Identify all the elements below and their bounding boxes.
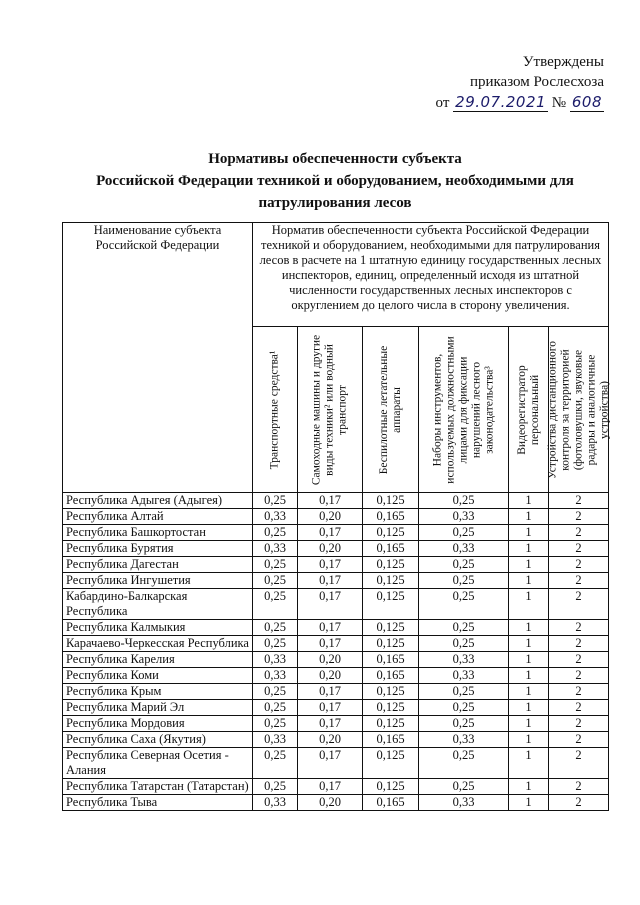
subject-name-cell: Республика Саха (Якутия) bbox=[63, 732, 253, 748]
subject-name-cell: Республика Башкортостан bbox=[63, 525, 253, 541]
value-cell: 0,25 bbox=[419, 700, 509, 716]
value-cell: 1 bbox=[509, 716, 549, 732]
table-row bbox=[63, 525, 609, 541]
norms-table bbox=[62, 222, 609, 811]
value-cell: 2 bbox=[549, 684, 609, 700]
subject-name-cell: Республика Татарстан (Татарстан) bbox=[63, 779, 253, 795]
subject-name-cell: Карачаево-Черкесская Республика bbox=[63, 636, 253, 652]
value-cell: 0,25 bbox=[253, 573, 298, 589]
column-header-remote-devices: Устройства дистанционного контроля за территорией (фотоловушки, звуковые радары и аналогичные устройства) bbox=[549, 327, 609, 493]
value-cell: 0,125 bbox=[363, 716, 419, 732]
table-row bbox=[63, 493, 609, 509]
value-cell: 0,165 bbox=[363, 509, 419, 525]
subject-name-cell: Республика Бурятия bbox=[63, 541, 253, 557]
value-cell: 1 bbox=[509, 684, 549, 700]
value-cell: 1 bbox=[509, 700, 549, 716]
date-prefix: от bbox=[435, 95, 450, 111]
title-line-1: Нормативы обеспеченности субъекта bbox=[208, 151, 462, 167]
value-cell: 0,25 bbox=[419, 748, 509, 779]
title-line-2: Российской Федерации техникой и оборудованием, необходимыми для bbox=[96, 173, 574, 189]
table-row bbox=[63, 541, 609, 557]
table-row bbox=[63, 668, 609, 684]
value-cell: 0,25 bbox=[253, 557, 298, 573]
column-header-drones: Беспилотные летательные аппараты bbox=[363, 327, 419, 493]
value-cell: 0,25 bbox=[253, 589, 298, 620]
value-cell: 2 bbox=[549, 700, 609, 716]
table-row bbox=[63, 748, 609, 779]
value-cell: 0,17 bbox=[298, 636, 363, 652]
value-cell: 0,25 bbox=[419, 620, 509, 636]
value-cell: 0,17 bbox=[298, 716, 363, 732]
subject-name-cell: Республика Адыгея (Адыгея) bbox=[63, 493, 253, 509]
table-row bbox=[63, 732, 609, 748]
value-cell: 0,25 bbox=[419, 636, 509, 652]
subject-name-cell: Кабардино-Балкарская Республика bbox=[63, 589, 253, 620]
subject-name-cell: Республика Коми bbox=[63, 668, 253, 684]
value-cell: 0,125 bbox=[363, 779, 419, 795]
value-cell: 0,25 bbox=[419, 589, 509, 620]
value-cell: 2 bbox=[549, 557, 609, 573]
value-cell: 2 bbox=[549, 493, 609, 509]
value-cell: 0,17 bbox=[298, 573, 363, 589]
value-cell: 1 bbox=[509, 525, 549, 541]
subject-name-cell: Республика Алтай bbox=[63, 509, 253, 525]
value-cell: 0,17 bbox=[298, 748, 363, 779]
approval-line-2: приказом Рослесхоза bbox=[469, 74, 604, 90]
value-cell: 0,33 bbox=[253, 541, 298, 557]
value-cell: 0,25 bbox=[419, 684, 509, 700]
value-cell: 0,25 bbox=[419, 525, 509, 541]
value-cell: 0,25 bbox=[419, 779, 509, 795]
value-cell: 0,17 bbox=[298, 700, 363, 716]
document-title bbox=[40, 148, 630, 214]
title-line-3: патрулирования лесов bbox=[258, 195, 412, 211]
value-cell: 0,33 bbox=[419, 732, 509, 748]
value-cell: 1 bbox=[509, 636, 549, 652]
value-cell: 0,33 bbox=[419, 652, 509, 668]
value-cell: 1 bbox=[509, 541, 549, 557]
value-cell: 1 bbox=[509, 748, 549, 779]
value-cell: 0,165 bbox=[363, 668, 419, 684]
value-cell: 0,25 bbox=[253, 700, 298, 716]
value-cell: 0,33 bbox=[253, 732, 298, 748]
number-prefix: № bbox=[551, 95, 567, 111]
value-cell: 0,25 bbox=[253, 748, 298, 779]
value-cell: 0,125 bbox=[363, 700, 419, 716]
value-cell: 2 bbox=[549, 636, 609, 652]
value-cell: 0,165 bbox=[363, 652, 419, 668]
value-cell: 0,17 bbox=[298, 779, 363, 795]
table-row bbox=[63, 557, 609, 573]
subject-name-cell: Республика Тыва bbox=[63, 795, 253, 811]
value-cell: 0,125 bbox=[363, 636, 419, 652]
value-cell: 2 bbox=[549, 620, 609, 636]
value-cell: 1 bbox=[509, 652, 549, 668]
column-header-transport: Транспортные средства¹ bbox=[253, 327, 298, 493]
value-cell: 0,33 bbox=[253, 668, 298, 684]
value-cell: 0,17 bbox=[298, 589, 363, 620]
approval-block bbox=[394, 52, 604, 113]
value-cell: 2 bbox=[549, 509, 609, 525]
table-row bbox=[63, 589, 609, 620]
value-cell: 0,125 bbox=[363, 589, 419, 620]
value-cell: 1 bbox=[509, 779, 549, 795]
subject-name-cell: Республика Ингушетия bbox=[63, 573, 253, 589]
value-cell: 0,20 bbox=[298, 668, 363, 684]
value-cell: 0,25 bbox=[253, 636, 298, 652]
table-row bbox=[63, 779, 609, 795]
value-cell: 0,20 bbox=[298, 795, 363, 811]
value-cell: 0,33 bbox=[419, 668, 509, 684]
approval-line-1: Утверждены bbox=[522, 54, 604, 70]
value-cell: 1 bbox=[509, 509, 549, 525]
value-cell: 0,25 bbox=[253, 525, 298, 541]
value-cell: 1 bbox=[509, 795, 549, 811]
subject-name-cell: Республика Крым bbox=[63, 684, 253, 700]
subject-name-cell: Республика Марий Эл bbox=[63, 700, 253, 716]
value-cell: 2 bbox=[549, 525, 609, 541]
value-cell: 2 bbox=[549, 652, 609, 668]
value-cell: 0,17 bbox=[298, 493, 363, 509]
value-cell: 0,25 bbox=[253, 779, 298, 795]
table-row bbox=[63, 700, 609, 716]
value-cell: 1 bbox=[509, 573, 549, 589]
value-cell: 2 bbox=[549, 573, 609, 589]
value-cell: 2 bbox=[549, 779, 609, 795]
value-cell: 2 bbox=[549, 732, 609, 748]
value-cell: 0,125 bbox=[363, 573, 419, 589]
value-cell: 0,25 bbox=[419, 716, 509, 732]
value-cell: 0,33 bbox=[419, 541, 509, 557]
value-cell: 2 bbox=[549, 748, 609, 779]
value-cell: 0,25 bbox=[419, 493, 509, 509]
value-cell: 2 bbox=[549, 668, 609, 684]
value-cell: 0,20 bbox=[298, 652, 363, 668]
value-cell: 0,33 bbox=[253, 509, 298, 525]
value-cell: 1 bbox=[509, 620, 549, 636]
value-cell: 0,33 bbox=[253, 652, 298, 668]
table-row bbox=[63, 716, 609, 732]
header-norm: Норматив обеспеченности субъекта Российской Федерации техникой и оборудованием, необходимыми для патрулирования лесов в расчете на 1 штатную единицу государственных лесных инспекторов, единиц, определенный исходя из штатной численности государственных лесных инспекторов с округлением до целого числа в сторону увеличения. bbox=[253, 223, 609, 327]
value-cell: 1 bbox=[509, 589, 549, 620]
value-cell: 0,20 bbox=[298, 732, 363, 748]
header-subject-name: Наименование субъекта Российской Федерации bbox=[63, 223, 253, 493]
column-header-videorecorder: Видеорегистратор персональный bbox=[509, 327, 549, 493]
table-row bbox=[63, 573, 609, 589]
value-cell: 0,20 bbox=[298, 541, 363, 557]
value-cell: 0,17 bbox=[298, 557, 363, 573]
value-cell: 0,33 bbox=[253, 795, 298, 811]
table-row bbox=[63, 684, 609, 700]
value-cell: 0,125 bbox=[363, 493, 419, 509]
approval-number: 608 bbox=[571, 93, 602, 111]
value-cell: 2 bbox=[549, 541, 609, 557]
value-cell: 0,25 bbox=[253, 684, 298, 700]
value-cell: 2 bbox=[549, 795, 609, 811]
column-header-machines: Самоходные машины и другие виды техники² или водный транспорт bbox=[298, 327, 363, 493]
value-cell: 0,125 bbox=[363, 620, 419, 636]
approval-date: 29.07.2021 bbox=[455, 93, 547, 111]
table-row bbox=[63, 795, 609, 811]
value-cell: 0,17 bbox=[298, 684, 363, 700]
subject-name-cell: Республика Мордовия bbox=[63, 716, 253, 732]
value-cell: 0,33 bbox=[419, 509, 509, 525]
approval-date-line bbox=[394, 92, 604, 113]
value-cell: 1 bbox=[509, 668, 549, 684]
value-cell: 2 bbox=[549, 589, 609, 620]
value-cell: 0,25 bbox=[253, 716, 298, 732]
value-cell: 0,25 bbox=[419, 573, 509, 589]
value-cell: 0,125 bbox=[363, 748, 419, 779]
value-cell: 1 bbox=[509, 557, 549, 573]
table-row bbox=[63, 620, 609, 636]
subject-name-cell: Республика Карелия bbox=[63, 652, 253, 668]
value-cell: 0,17 bbox=[298, 525, 363, 541]
value-cell: 0,165 bbox=[363, 732, 419, 748]
subject-name-cell: Республика Калмыкия bbox=[63, 620, 253, 636]
value-cell: 0,125 bbox=[363, 525, 419, 541]
value-cell: 2 bbox=[549, 716, 609, 732]
value-cell: 0,17 bbox=[298, 620, 363, 636]
table-row bbox=[63, 652, 609, 668]
column-header-toolkits: Наборы инструментов, используемых должностными лицами для фиксации нарушений лесного законодательства³ bbox=[419, 327, 509, 493]
value-cell: 0,25 bbox=[253, 620, 298, 636]
value-cell: 0,25 bbox=[253, 493, 298, 509]
value-cell: 1 bbox=[509, 732, 549, 748]
value-cell: 0,33 bbox=[419, 795, 509, 811]
subject-name-cell: Республика Северная Осетия - Алания bbox=[63, 748, 253, 779]
value-cell: 0,125 bbox=[363, 557, 419, 573]
table-row bbox=[63, 636, 609, 652]
table-row bbox=[63, 509, 609, 525]
value-cell: 0,165 bbox=[363, 795, 419, 811]
value-cell: 1 bbox=[509, 493, 549, 509]
value-cell: 0,20 bbox=[298, 509, 363, 525]
subject-name-cell: Республика Дагестан bbox=[63, 557, 253, 573]
value-cell: 0,125 bbox=[363, 684, 419, 700]
value-cell: 0,25 bbox=[419, 557, 509, 573]
value-cell: 0,165 bbox=[363, 541, 419, 557]
